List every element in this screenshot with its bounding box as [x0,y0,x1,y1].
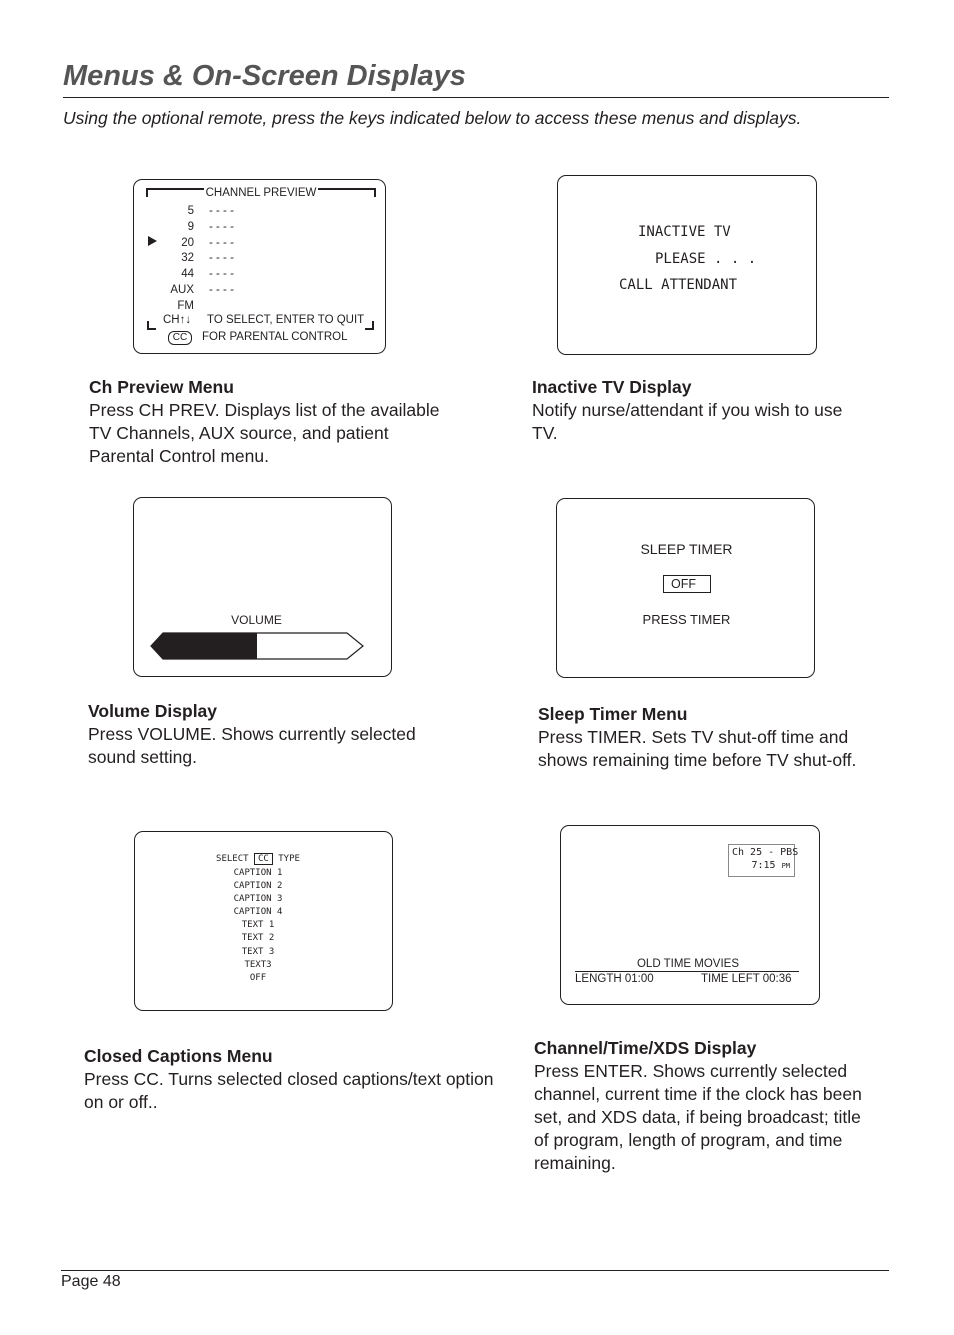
channel-number[interactable]: 5 [187,205,194,217]
ch-keys-hint [163,314,191,326]
volume-screen [133,497,392,677]
ch-preview-value-list [209,204,249,299]
sleep-timer-value-box[interactable]: OFF [663,575,711,593]
caption-line: sound setting. [88,747,197,767]
channel-number[interactable]: 44 [181,268,194,281]
cc-option[interactable]: TEXT3 [244,959,272,970]
ch-preview-caption [89,376,439,468]
volume-label: VOLUME [231,613,282,627]
caption-heading: Inactive TV Display [532,377,692,397]
sleep-caption [538,703,856,772]
channel-value: - - - - [209,268,234,281]
inactive-tv-screen [557,175,817,355]
cc-type-label: TYPE [278,854,300,864]
caption-line: of program, length of program, and time [534,1130,843,1150]
footer-rule [61,1270,889,1271]
volume-level-fill [151,633,257,659]
page-number: Page 48 [61,1273,121,1290]
channel-value: - - - - [209,205,234,217]
caption-line: shows remaining time before TV shut-off. [538,750,857,770]
inactive-line: CALL ATTENDANT [619,277,738,293]
channel-value: - - - - [209,252,234,265]
channel-number[interactable]: 20 [181,236,194,249]
caption-line: Press CH PREV. Displays list of the available [89,400,440,420]
sleep-timer-title: SLEEP TIMER [640,541,733,557]
volume-caption [88,700,416,769]
clock-time [751,860,790,871]
ch-preview-header: CHANNEL PREVIEW [205,187,317,199]
ch-preview-channel-list [164,204,194,315]
caption-heading: Sleep Timer Menu [538,704,688,724]
channel-value: - - - - [209,220,234,233]
cc-option[interactable]: OFF [249,972,267,983]
xds-caption [534,1037,862,1175]
cc-option[interactable]: TEXT 3 [241,946,275,957]
closed-captions-screen [134,831,393,1011]
cc-option[interactable]: CAPTION 2 [233,881,283,892]
channel-number[interactable]: 9 [187,220,194,233]
caption-line: TV. [532,423,558,443]
page-title: Menus & On-Screen Displays [63,60,466,92]
channel-value: - - - - [209,236,234,249]
selection-pointer-icon [148,236,157,246]
clock-ampm: PM [781,862,790,870]
cc-key-badge: CC [254,853,273,865]
caption-heading: Ch Preview Menu [89,377,234,397]
cc-option[interactable]: TEXT 1 [241,920,275,931]
cc-option[interactable]: TEXT 2 [241,933,275,944]
caption-line: channel, current time if the clock has been [534,1084,862,1104]
ch-preview-screen [133,179,386,354]
caption-line: Press VOLUME. Shows currently selected [88,724,416,744]
cc-select-label: SELECT [216,854,249,864]
ch-label: CH [163,314,180,326]
channel-number[interactable]: FM [177,299,194,312]
cc-key-badge: CC [168,331,192,345]
cc-select-header [135,854,381,864]
cc-option[interactable]: CAPTION 1 [233,868,283,878]
caption-line: TV Channels, AUX source, and patient [89,423,389,443]
clock-value: 7:15 [751,860,776,871]
program-time-left: TIME LEFT 00:36 [701,973,792,985]
press-timer-text: PRESS TIMER [642,612,731,627]
cc-options-list [135,867,381,985]
caption-line: Press TIMER. Sets TV shut-off time and [538,727,849,747]
caption-line: Parental Control menu. [89,446,269,466]
intro-text: Using the optional remote, press the keys indicated below to access these menus and displays. [63,108,802,128]
channel-number[interactable]: 32 [181,252,194,265]
channel-value: - - - - [209,283,234,296]
cc-option[interactable]: CAPTION 3 [233,894,283,905]
parental-instruction: FOR PARENTAL CONTROL [202,331,348,343]
channel-info: Ch 25 - PBS [732,847,799,858]
caption-line: Notify nurse/attendant if you wish to use [532,400,843,420]
caption-heading: Channel/Time/XDS Display [534,1038,757,1058]
title-rule [63,97,889,98]
caption-heading: Volume Display [88,701,218,721]
up-down-arrows-icon: ↑↓ [179,314,192,326]
caption-line: remaining. [534,1153,616,1173]
caption-heading: Closed Captions Menu [84,1046,273,1066]
cc-option[interactable]: CAPTION 4 [233,907,283,918]
channel-time-box [728,844,799,877]
program-title: OLD TIME MOVIES [636,958,740,970]
select-instruction: TO SELECT, ENTER TO QUIT [207,314,365,326]
channel-number[interactable]: AUX [170,283,194,296]
program-divider [575,971,799,972]
caption-line: Press CC. Turns selected closed captions/text option [84,1069,494,1089]
inactive-line: INACTIVE TV [638,224,731,240]
inactive-line: PLEASE . . . [655,251,757,267]
program-length: LENGTH 01:00 [575,973,654,985]
caption-line: set, and XDS data, if being broadcast; title [534,1107,861,1127]
inactive-caption [532,376,842,445]
sleep-timer-screen [556,498,815,678]
caption-line: on or off.. [84,1092,158,1112]
caption-line: Press ENTER. Shows currently selected [534,1061,848,1081]
xds-screen [560,825,820,1005]
cc-caption [84,1045,494,1114]
volume-bar [150,632,365,662]
